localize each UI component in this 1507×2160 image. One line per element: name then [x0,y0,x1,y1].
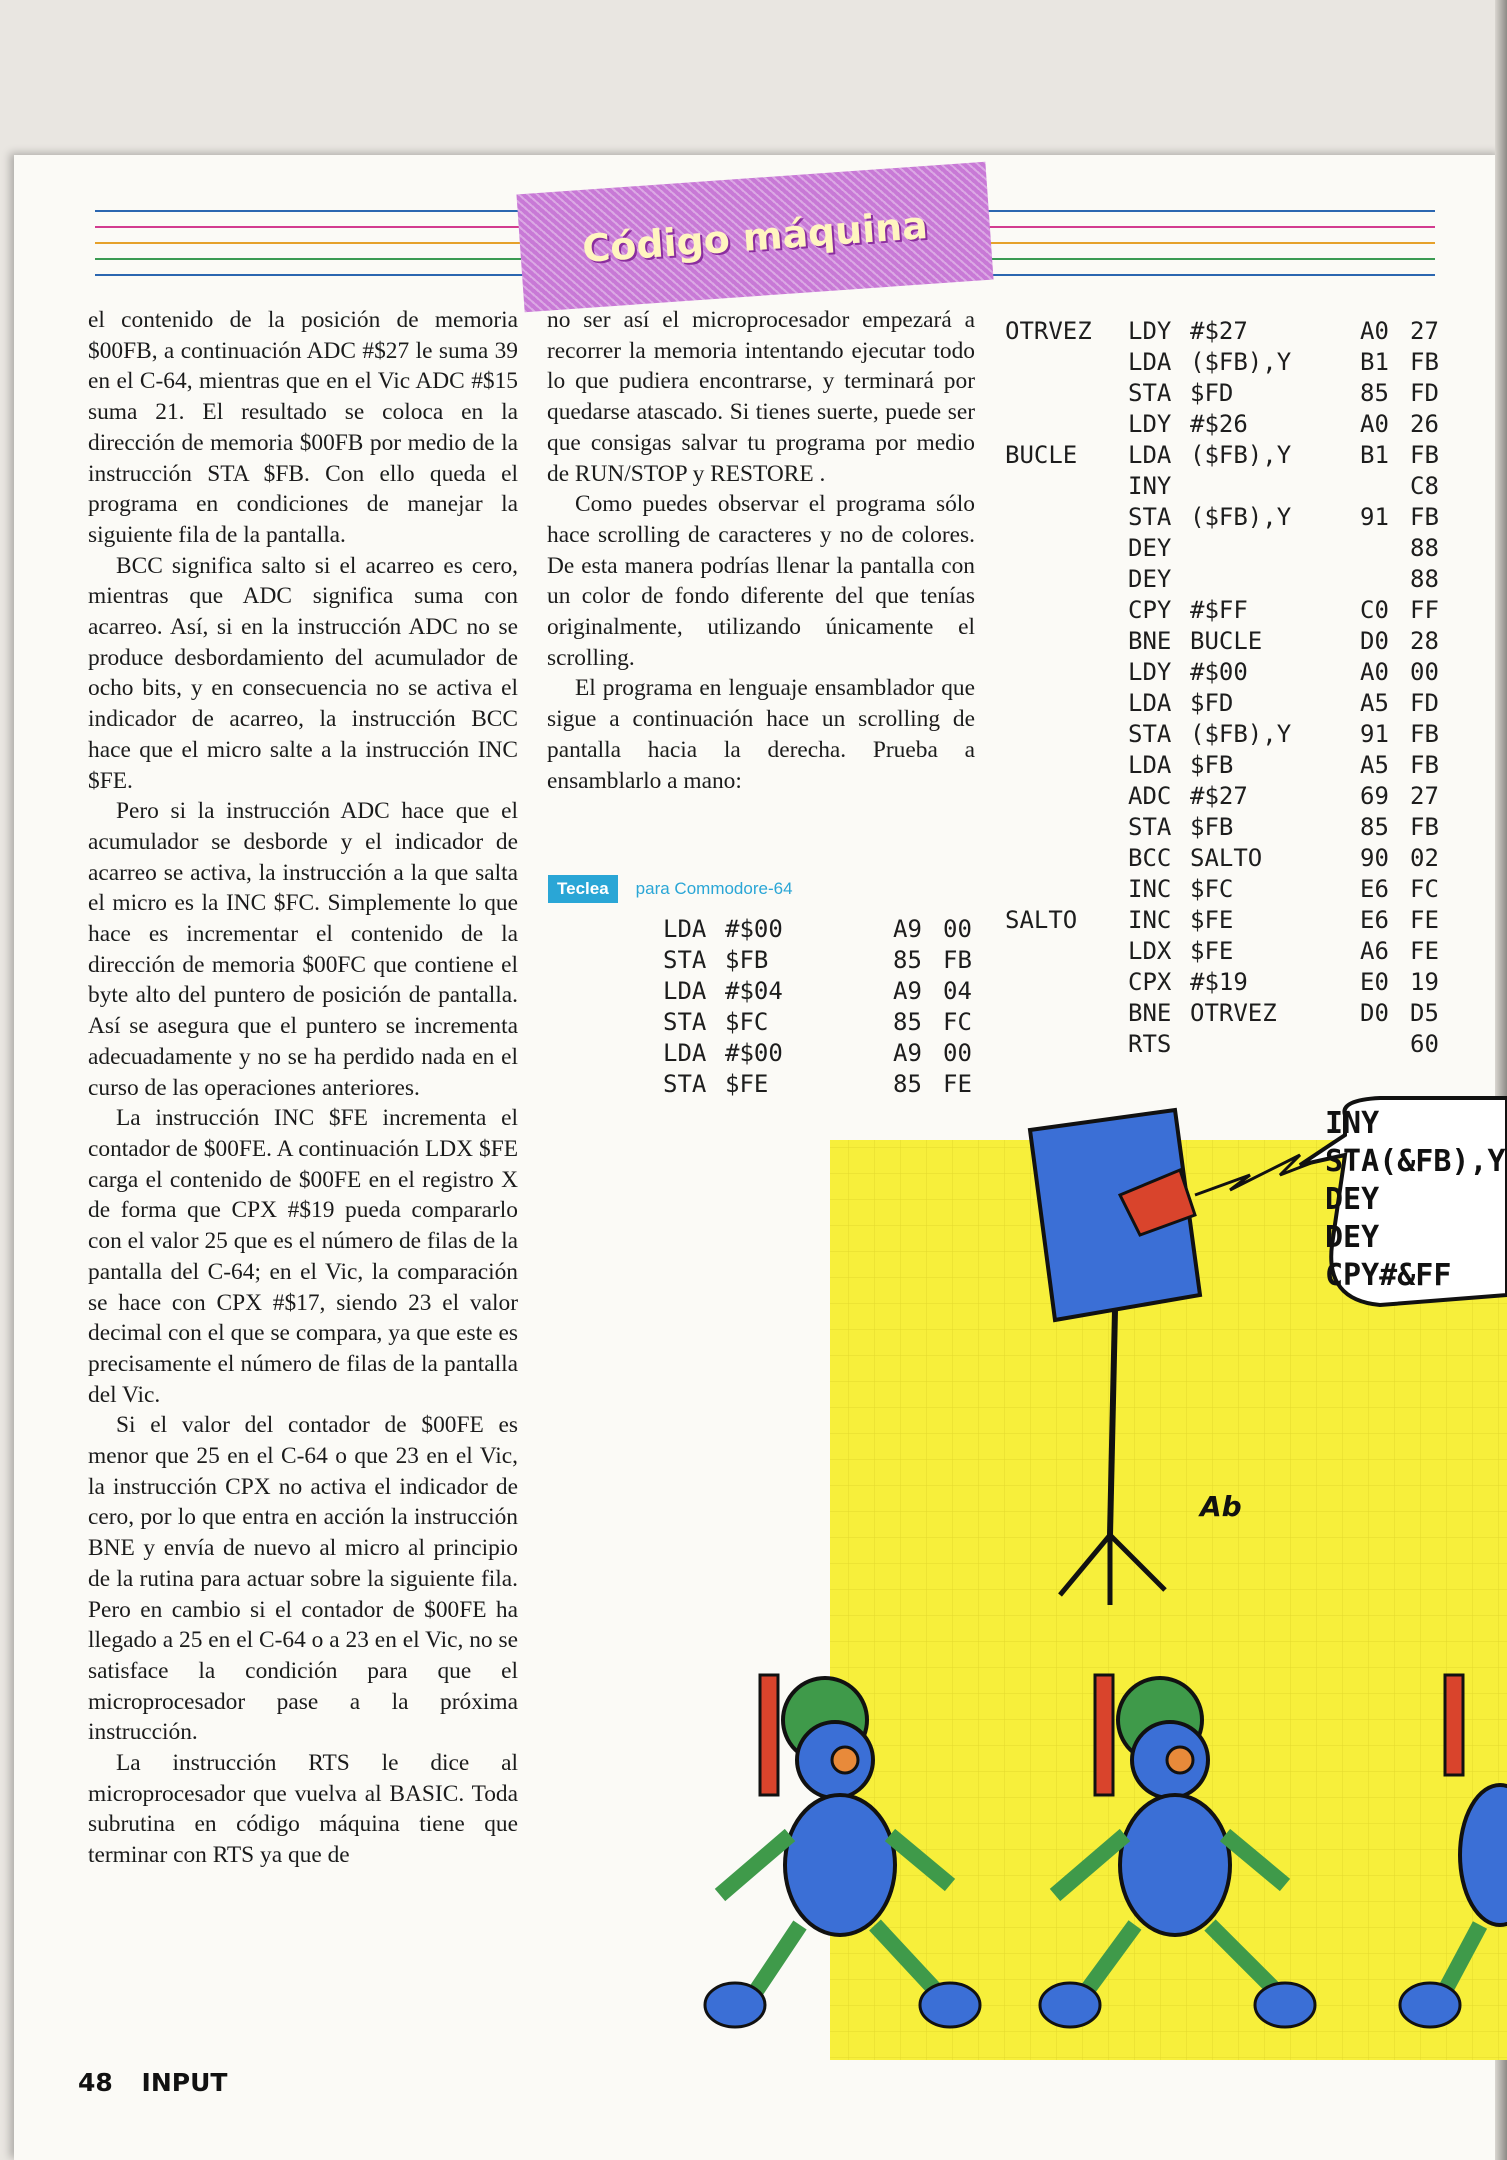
paragraph: Pero si la instrucción ADC hace que el acumulador se desborde y el indicador de acarreo se activa, la instrucción a la que salta el micro es la INC $FC. Simplemente lo que hace es incrementar el contenido de la dirección de memoria $00FC que contiene el byte alto del puntero de posición de pantalla. Así se asegura que el puntero se incrementa adecuadamente y no se ha perdido nada en el curso de las operaciones anteriores. [88,798,518,1101]
listing-b2: FB [1410,751,1439,779]
paragraph: Como puedes observar el programa sólo hace scrolling de caracteres y no de colores. De esta manera podrías llenar la pantalla con un color de fondo diferente del que tenías originalmente, utilizando únicamente el scrolling. [547,491,975,671]
speech-line: DEY [1325,1220,1380,1255]
listing-b2: FC [1410,875,1439,903]
listing-op: STA [1128,503,1172,531]
listing-op: DEY [1128,565,1172,593]
listing-op: STA [663,1008,707,1036]
paragraph: La instrucción INC $FE incrementa el contador de $00FE. A continuación LDX $FE carga el contenido de $00FE en el registro X de forma que CPX #$19 pueda compararlo con el valor 25 que es el número de filas de la pantalla del C-64; en el Vic, la comparación se hace con CPX #$17, siendo 23 el valor decimal con el que se compara, ya que este es precisamente el número de filas de la pantalla del Vic. [88,1105,518,1408]
listing-label: BUCLE [1005,441,1078,469]
listing-b1: E6 [1360,875,1389,903]
listing-b1: E0 [1360,968,1389,996]
listing-b2: 00 [943,1039,972,1067]
listing-arg: ($FB),Y [1190,720,1292,748]
listing-b1: A5 [1360,689,1389,717]
listing-b2: FB [1410,441,1439,469]
listing-arg: ($FB),Y [1190,503,1292,531]
listing-label: OTRVEZ [1005,317,1092,345]
teclea-label: Teclea [548,875,618,903]
listing-b2: FE [1410,906,1439,934]
listing-op: STA [1128,720,1172,748]
listing-arg: $FB [1190,813,1234,841]
paragraph: el contenido de la posición de memoria $00FB, a continuación ADC #$27 le suma 39 en el C-64, mientras que en el Vic ADC #$15 suma 21. El resultado se coloca en la dirección de memoria $00FB por medio de la instrucción STA $FB. Con ello queda el programa en condiciones de manejar la siguiente fila de la pantalla. [88,307,518,548]
listing-arg: $FE [725,1070,769,1098]
listing-b1: 91 [1360,503,1389,531]
listing-b2: FB [1410,348,1439,376]
listing-b2: 88 [1410,565,1439,593]
listing-b1: A6 [1360,937,1389,965]
listing-op: INY [1128,472,1172,500]
listing-arg: #$27 [1190,317,1248,345]
listing-op: STA [1128,379,1172,407]
listing-arg: ($FB),Y [1190,348,1292,376]
listing-b1: 90 [1360,844,1389,872]
speech-line: CPY#&FF [1325,1258,1452,1293]
listing-op: LDY [1128,658,1172,686]
listing-b2: FD [1410,379,1439,407]
listing-b1: A5 [1360,751,1389,779]
listing-arg: #$00 [1190,658,1248,686]
listing-b2: 88 [1410,534,1439,562]
listing-b2: 27 [1410,782,1439,810]
listing-arg: $FD [1190,379,1234,407]
listing-b2: 02 [1410,844,1439,872]
listing-b1: E6 [1360,906,1389,934]
listing-b2: 19 [1410,968,1439,996]
listing-op: RTS [1128,1030,1172,1058]
paragraph: BCC significa salto si el acarreo es cero, mientras que ADC significa suma con acarreo. Así, si en la instrucción ADC no se produce desbordamiento del acumulador de ocho bits, y en consecuencia no se activa el indicador de acarreo, la instrucción BCC hace que el micro salte a la instrucción INC $FE. [88,552,518,794]
listing-b1: A9 [893,915,922,943]
listing-b2: 04 [943,977,972,1005]
listing-arg: $FB [1190,751,1234,779]
listing-op: STA [663,1070,707,1098]
listing-op: LDX [1128,937,1172,965]
listing-arg: #$FF [1190,596,1248,624]
listing-b2: FC [943,1008,972,1036]
listing-b2: FD [1410,689,1439,717]
listing-op: LDA [1128,348,1172,376]
listing-arg: $FB [725,946,769,974]
listing-b1: 85 [1360,813,1389,841]
listing-b2: FB [1410,503,1439,531]
listing-b2: 00 [943,915,972,943]
listing-op: CPY [1128,596,1172,624]
listing-b1: B1 [1360,348,1389,376]
listing-arg: $FE [1190,906,1234,934]
listing-b2: FB [943,946,972,974]
listing-arg: ($FB),Y [1190,441,1292,469]
speech-line: STA(&FB),Y [1325,1144,1506,1179]
listing-label: SALTO [1005,906,1078,934]
page-footer [78,2068,227,2097]
listing-op: LDY [1128,410,1172,438]
artist-signature: Ab [1200,1490,1242,1523]
listing-arg: #$27 [1190,782,1248,810]
paragraph: El programa en lenguaje ensamblador que sigue a continuación hace un scrolling de pantalla hacia la derecha. Prueba a ensamblarlo a mano: [547,675,975,794]
listing-b2: FE [1410,937,1439,965]
listing-arg: #$00 [725,1039,783,1067]
listing-b1: 85 [893,946,922,974]
listing-b2: 28 [1410,627,1439,655]
listing-op: LDA [1128,689,1172,717]
listing-arg: #$04 [725,977,783,1005]
listing-op: BCC [1128,844,1172,872]
listing-op: LDA [1128,751,1172,779]
listing-b2: D5 [1410,999,1439,1027]
listing-b1: D0 [1360,627,1389,655]
listing-b2: FE [943,1070,972,1098]
listing-b1: 91 [1360,720,1389,748]
listing-op: INC [1128,875,1172,903]
listing-arg: #$26 [1190,410,1248,438]
listing-arg: #$19 [1190,968,1248,996]
listing-b2: 26 [1410,410,1439,438]
speech-text [1325,1105,1505,1295]
listing-op: LDA [663,1039,707,1067]
listing-b1: C0 [1360,596,1389,624]
listing-b1: A0 [1360,410,1389,438]
banner-title: Código máquina [580,202,930,272]
magazine-name: INPUT [141,2068,228,2097]
listing-b1: B1 [1360,441,1389,469]
listing-op: LDY [1128,317,1172,345]
listing-op: ADC [1128,782,1172,810]
listing-op: INC [1128,906,1172,934]
paragraph: no ser así el microprocesador empezará a recorrer la memoria intentando ejecutar todo lo que pudiera encontrarse, y terminará por quedarse atascado. Si tienes suerte, puede ser que consigas salvar tu programa por medio de RUN/STOP y RESTORE . [547,307,975,487]
listing-arg: $FC [1190,875,1234,903]
listing-arg: OTRVEZ [1190,999,1277,1027]
listing-op: LDA [1128,441,1172,469]
listing-op: BNE [1128,999,1172,1027]
listing-arg: #$00 [725,915,783,943]
listing-b2: C8 [1410,472,1439,500]
listing-arg: $FE [1190,937,1234,965]
paragraph: Si el valor del contador de $00FE es menor que 25 en el C-64 o que 23 en el Vic, la instrucción CPX no activa el indicador de cero, por lo que entra en acción la instrucción BNE y envía de nuevo al micro al principio de la rutina para actuar sobre la siguiente fila. Pero en cambio si el contador de $00FE ha llegado a 25 en el C-64 o a 23 en el Vic, no se satisface la condición para que el microprocesador pase a la próxima instrucción. [88,1412,518,1746]
listing-b1: A9 [893,1039,922,1067]
listing-op: CPX [1128,968,1172,996]
listing-b1: A0 [1360,317,1389,345]
listing-op: STA [1128,813,1172,841]
listing-b2: 27 [1410,317,1439,345]
listing-op: DEY [1128,534,1172,562]
left-column [88,305,518,1871]
middle-column [547,305,975,796]
listing-b2: FB [1410,813,1439,841]
listing-arg: SALTO [1190,844,1263,872]
listing-b1: A0 [1360,658,1389,686]
listing-b1: D0 [1360,999,1389,1027]
platform-label: para Commodore-64 [635,879,793,898]
listing-b1: 85 [893,1008,922,1036]
listing-b2: 60 [1410,1030,1439,1058]
listing-arg: $FD [1190,689,1234,717]
listing-b1: A9 [893,977,922,1005]
listing-op: LDA [663,915,707,943]
listing-op: LDA [663,977,707,1005]
listing-b1: 85 [1360,379,1389,407]
listing-op: BNE [1128,627,1172,655]
listing-tag [548,875,793,903]
listing-b1: 85 [893,1070,922,1098]
speech-line: INY [1325,1106,1380,1141]
paragraph: La instrucción RTS le dice al microprocesador que vuelva al BASIC. Toda subrutina en código máquina tiene que terminar con RTS ya que de [88,1750,518,1869]
listing-b1: 69 [1360,782,1389,810]
listing-b2: 00 [1410,658,1439,686]
listing-arg: $FC [725,1008,769,1036]
listing-b2: FB [1410,720,1439,748]
listing-op: STA [663,946,707,974]
speech-line: DEY [1325,1182,1380,1217]
listing-b2: FF [1410,596,1439,624]
page-number: 48 [78,2068,113,2097]
listing-arg: BUCLE [1190,627,1263,655]
